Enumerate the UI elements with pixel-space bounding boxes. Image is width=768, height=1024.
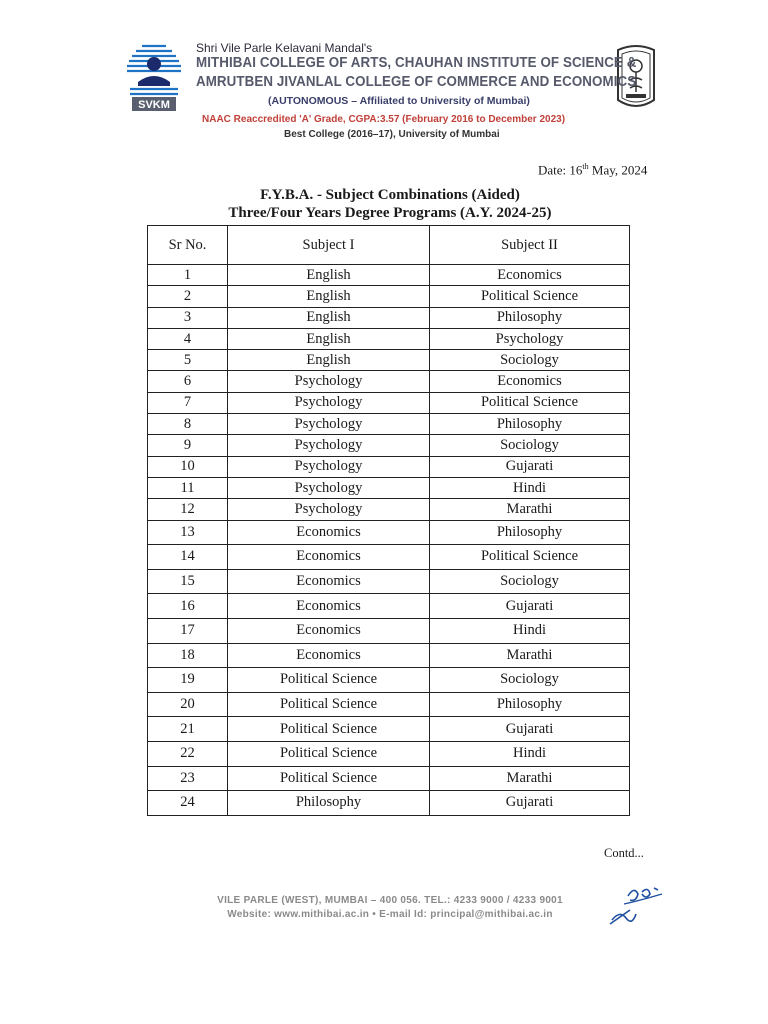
cell-subject-2: Hindi bbox=[430, 741, 630, 766]
cell-subject-1: English bbox=[228, 265, 430, 286]
svg-text:SVKM: SVKM bbox=[138, 99, 170, 111]
table-row bbox=[148, 569, 630, 594]
cell-subject-1: Economics bbox=[228, 594, 430, 619]
cell-subject-1: English bbox=[228, 350, 430, 371]
cell-sr-no: 11 bbox=[148, 477, 228, 498]
cell-sr-no: 2 bbox=[148, 286, 228, 307]
cell-subject-1: Political Science bbox=[228, 717, 430, 742]
best-college-note: Best College (2016–17), University of Mumbai bbox=[284, 129, 500, 140]
cell-subject-1: English bbox=[228, 307, 430, 328]
table-row bbox=[148, 392, 630, 413]
document-title: F.Y.B.A. - Subject Combinations (Aided) bbox=[260, 187, 520, 203]
cell-subject-2: Economics bbox=[430, 265, 630, 286]
cell-subject-2: Political Science bbox=[430, 286, 630, 307]
cell-subject-2: Sociology bbox=[430, 569, 630, 594]
cell-sr-no: 13 bbox=[148, 520, 228, 545]
cell-subject-1: Psychology bbox=[228, 499, 430, 520]
table-row bbox=[148, 307, 630, 328]
cell-subject-1: Political Science bbox=[228, 741, 430, 766]
cell-subject-2: Psychology bbox=[430, 328, 630, 349]
cell-sr-no: 18 bbox=[148, 643, 228, 668]
table-row bbox=[148, 594, 630, 619]
table-row bbox=[148, 791, 630, 816]
table-row bbox=[148, 545, 630, 570]
cell-sr-no: 4 bbox=[148, 328, 228, 349]
signature bbox=[606, 880, 666, 930]
cell-sr-no: 3 bbox=[148, 307, 228, 328]
cell-subject-2: Sociology bbox=[430, 668, 630, 693]
cell-subject-2: Sociology bbox=[430, 435, 630, 456]
cell-subject-2: Hindi bbox=[430, 618, 630, 643]
continued-note: Contd... bbox=[604, 846, 644, 860]
cell-sr-no: 19 bbox=[148, 668, 228, 693]
cell-subject-2: Marathi bbox=[430, 766, 630, 791]
cell-subject-1: Psychology bbox=[228, 371, 430, 392]
cell-subject-1: English bbox=[228, 286, 430, 307]
autonomous-note: (AUTONOMOUS – Affiliated to University of Mumbai) bbox=[268, 95, 530, 107]
cell-subject-2: Hindi bbox=[430, 477, 630, 498]
cell-subject-1: Psychology bbox=[228, 456, 430, 477]
table-row bbox=[148, 520, 630, 545]
date-prefix: Date: 16 bbox=[538, 162, 583, 178]
mandal-name: Shri Vile Parle Kelavani Mandal's bbox=[196, 41, 373, 55]
cell-subject-2: Economics bbox=[430, 371, 630, 392]
cell-sr-no: 8 bbox=[148, 414, 228, 435]
cell-subject-2: Marathi bbox=[430, 499, 630, 520]
table-row bbox=[148, 435, 630, 456]
table-row bbox=[148, 618, 630, 643]
header-subject-1: Subject I bbox=[228, 226, 430, 265]
cell-subject-1: Economics bbox=[228, 520, 430, 545]
subject-combinations-table bbox=[147, 225, 630, 816]
date-ordinal: th bbox=[582, 162, 589, 171]
cell-subject-1: Political Science bbox=[228, 692, 430, 717]
cell-subject-2: Sociology bbox=[430, 350, 630, 371]
cell-subject-2: Political Science bbox=[430, 545, 630, 570]
cell-sr-no: 24 bbox=[148, 791, 228, 816]
cell-subject-1: Psychology bbox=[228, 435, 430, 456]
table-row bbox=[148, 456, 630, 477]
cell-subject-2: Philosophy bbox=[430, 307, 630, 328]
college-name-line2: AMRUTBEN JIVANLAL COLLEGE OF COMMERCE AND ECONOMICS bbox=[196, 74, 637, 90]
table-row bbox=[148, 717, 630, 742]
cell-subject-1: Political Science bbox=[228, 766, 430, 791]
cell-sr-no: 9 bbox=[148, 435, 228, 456]
table-row bbox=[148, 692, 630, 717]
cell-subject-1: Psychology bbox=[228, 392, 430, 413]
table-row bbox=[148, 741, 630, 766]
cell-subject-1: Economics bbox=[228, 545, 430, 570]
table-header-row bbox=[148, 226, 630, 265]
document-date bbox=[538, 162, 647, 178]
college-name-line1: MITHIBAI COLLEGE OF ARTS, CHAUHAN INSTITUTE OF SCIENCE & bbox=[196, 55, 637, 71]
cell-subject-1: Economics bbox=[228, 569, 430, 594]
footer-address: VILE PARLE (WEST), MUMBAI – 400 056. TEL.: 4233 9000 / 4233 9001 bbox=[217, 895, 563, 906]
cell-subject-1: Psychology bbox=[228, 414, 430, 435]
cell-subject-2: Gujarati bbox=[430, 594, 630, 619]
cell-subject-1: Philosophy bbox=[228, 791, 430, 816]
svkm-logo bbox=[124, 42, 184, 112]
cell-sr-no: 6 bbox=[148, 371, 228, 392]
date-suffix: May, 2024 bbox=[588, 162, 648, 178]
naac-accreditation: NAAC Reaccredited 'A' Grade, CGPA:3.57 (February 2016 to December 2023) bbox=[202, 114, 566, 125]
cell-subject-2: Gujarati bbox=[430, 456, 630, 477]
cell-sr-no: 22 bbox=[148, 741, 228, 766]
cell-sr-no: 12 bbox=[148, 499, 228, 520]
cell-sr-no: 7 bbox=[148, 392, 228, 413]
cell-subject-1: Psychology bbox=[228, 477, 430, 498]
cell-sr-no: 5 bbox=[148, 350, 228, 371]
cell-subject-2: Philosophy bbox=[430, 414, 630, 435]
document-subtitle: Three/Four Years Degree Programs (A.Y. 2024-25) bbox=[228, 205, 552, 221]
cell-sr-no: 21 bbox=[148, 717, 228, 742]
cell-sr-no: 15 bbox=[148, 569, 228, 594]
table-row bbox=[148, 265, 630, 286]
cell-sr-no: 17 bbox=[148, 618, 228, 643]
cell-subject-1: English bbox=[228, 328, 430, 349]
cell-subject-2: Philosophy bbox=[430, 692, 630, 717]
table-row bbox=[148, 499, 630, 520]
header-sr-no: Sr No. bbox=[148, 226, 228, 265]
cell-sr-no: 20 bbox=[148, 692, 228, 717]
cell-subject-1: Economics bbox=[228, 618, 430, 643]
cell-subject-2: Gujarati bbox=[430, 717, 630, 742]
cell-sr-no: 16 bbox=[148, 594, 228, 619]
cell-sr-no: 10 bbox=[148, 456, 228, 477]
cell-sr-no: 1 bbox=[148, 265, 228, 286]
table-row bbox=[148, 350, 630, 371]
cell-subject-2: Philosophy bbox=[430, 520, 630, 545]
footer-contact: Website: www.mithibai.ac.in • E-mail Id: principal@mithibai.ac.in bbox=[227, 909, 553, 920]
table-row bbox=[148, 286, 630, 307]
table-row bbox=[148, 328, 630, 349]
table-row bbox=[148, 414, 630, 435]
cell-subject-2: Marathi bbox=[430, 643, 630, 668]
college-name bbox=[196, 54, 637, 92]
cell-subject-2: Political Science bbox=[430, 392, 630, 413]
cell-sr-no: 23 bbox=[148, 766, 228, 791]
table-row bbox=[148, 643, 630, 668]
table-row bbox=[148, 766, 630, 791]
table-row bbox=[148, 371, 630, 392]
cell-sr-no: 14 bbox=[148, 545, 228, 570]
table-row bbox=[148, 477, 630, 498]
header-subject-2: Subject II bbox=[430, 226, 630, 265]
cell-subject-2: Gujarati bbox=[430, 791, 630, 816]
cell-subject-1: Political Science bbox=[228, 668, 430, 693]
cell-subject-1: Economics bbox=[228, 643, 430, 668]
table-row bbox=[148, 668, 630, 693]
